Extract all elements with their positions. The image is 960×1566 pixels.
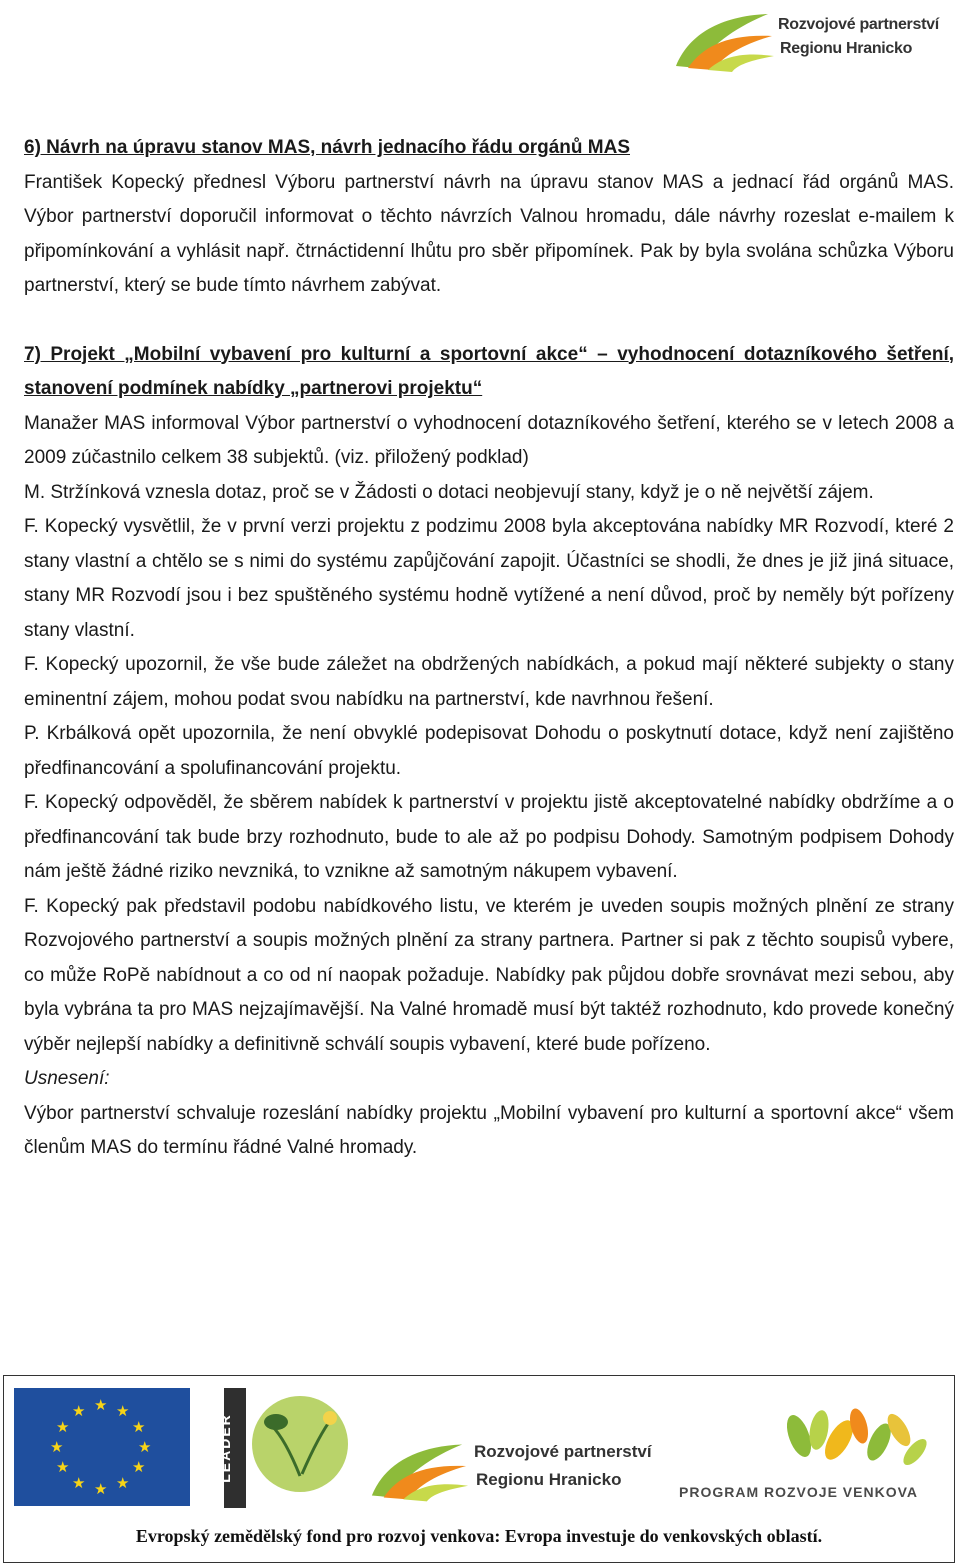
hranicko-logo-icon <box>364 1436 472 1502</box>
eu-flag-icon: ★ ★ ★ ★ ★ ★ ★ ★ ★ ★ ★ ★ <box>14 1388 190 1506</box>
hranicko-logo-icon <box>668 6 778 72</box>
section7-paragraph: F. Kopecký pak představil podobu nabídkového listu, ve kterém je uveden soupis možných plnění ze strany Rozvojového partnerství a soupis možných plnění za strany partnera. Partner si pak z těchto soupisů vybere, co může RoPě nabídnout a co od ní naopak požaduje. Nabídky pak půjdou dobře srovnávat mezi sebou, aby byla vybrána ta pro MAS nejzajímavější. Na Valné hromadě musí být taktéž rozhodnuto, kdo provede konečný výběr nejlepší nabídky a definitivně schválí soupis vybavení, které bude pořízeno. <box>24 895 954 1055</box>
leader-label: LEADER <box>216 1413 233 1483</box>
footer-tagline: Evropský zemědělský fond pro rozvoj venkova: Evropa investuje do venkovských oblastí. <box>135 1526 823 1546</box>
section7-heading: 7) Projekt „Mobilní vybavení pro kulturní a sportovní akce“ – vyhodnocení dotazníkového šetření, stanovení podmínek nabídky „partnerovi projektu“ <box>24 343 954 399</box>
footer-hranicko-logo <box>364 1436 664 1516</box>
section6-text: František Kopecký přednesl Výboru partnerství návrh na úpravu stanov MAS a jednací řád orgánů MAS. Výbor partnerství doporučil informovat o těchto návrzích Valnou hromadu, dále návrhy rozeslat e-mailem k připomínkování a vyhlásit např. čtrnáctidenní lhůtu pro sběr připomínek. Pak by byla svolána schůzka Výboru partnerství, který se bude tímto návrhem zabývat. <box>24 171 954 296</box>
section7-paragraph: P. Krbálková opět upozornila, že není obvyklé podepisovat Dohodu o poskytnutí dotace, když není zajištěno předfinancování a spolufinancování projektu. <box>24 723 954 779</box>
header-logo-line2: Regionu Hranicko <box>780 40 913 57</box>
section7-paragraph: Manažer MAS informoval Výbor partnerství o vyhodnocení dotazníkového šetření, kterého se v letech 2008 a 2009 zúčastnilo celkem 38 subjektů. (viz. přiložený podklad) <box>24 412 954 468</box>
section7-paragraph: M. Stržínková vznesla dotaz, proč se v Žádosti o dotaci neobjevují stany, když je o ně největší zájem. <box>24 481 874 503</box>
section7-paragraph: F. Kopecký vysvětlil, že v první verzi projektu z podzimu 2008 byla akceptována nabídky MR Rozvodí, které 2 stany vlastní a chtělo se s nimi do systému zapůjčování zapojit. Účastníci se shodli, že dnes je již jiná situace, stany MR Rozvodí jsou i bez spuštěného systému hodně vytížené a není důvod, proč by neměly být pořízeny stany vlastní. <box>24 516 954 641</box>
leader-logo <box>216 1388 349 1508</box>
section7-paragraph: F. Kopecký upozornil, že vše bude záležet na obdržených nabídkách, a pokud mají některé subjekty o stany eminentní zájem, mohou podat svou nabídku na partnerství, kde navrhnou řešení. <box>24 654 954 710</box>
leader-circle-icon <box>252 1396 348 1492</box>
section7-paragraph: F. Kopecký odpověděl, že sběrem nabídek k partnerství v projektu jistě akceptovatelné nabídky obdržíme a o předfinancování tak bude brzy rozhodnuto, bude to ale až po podpisu Dohody. Samotným podpisem Dohody nám ještě žádné riziko nevzniká, to vznikne až samotným nákupem vybavení. <box>24 792 954 882</box>
program-label: PROGRAM ROZVOJE VENKOVA <box>679 1484 918 1500</box>
header-logo-line1: Rozvojové partnerství <box>778 16 939 33</box>
prv-logo <box>679 1396 941 1516</box>
footer-logos <box>3 1375 955 1563</box>
header-logo <box>668 6 956 72</box>
resolution-label: Usnesení: <box>24 1068 110 1089</box>
section6-heading: 6) Návrh na úpravu stanov MAS, návrh jednacího řádu orgánů MAS <box>24 137 630 158</box>
document-body <box>24 131 954 1166</box>
footer-logo-line1: Rozvojové partnerství <box>474 1442 652 1461</box>
resolution-text: Výbor partnerství schvaluje rozeslání nabídky projektu „Mobilní vybavení pro kulturní a sportovní akce“ všem členům MAS do termínu řádné Valné hromady. <box>24 1102 954 1158</box>
footer-logo-line2: Regionu Hranicko <box>476 1470 622 1489</box>
prv-leaves-icon <box>679 1396 941 1482</box>
